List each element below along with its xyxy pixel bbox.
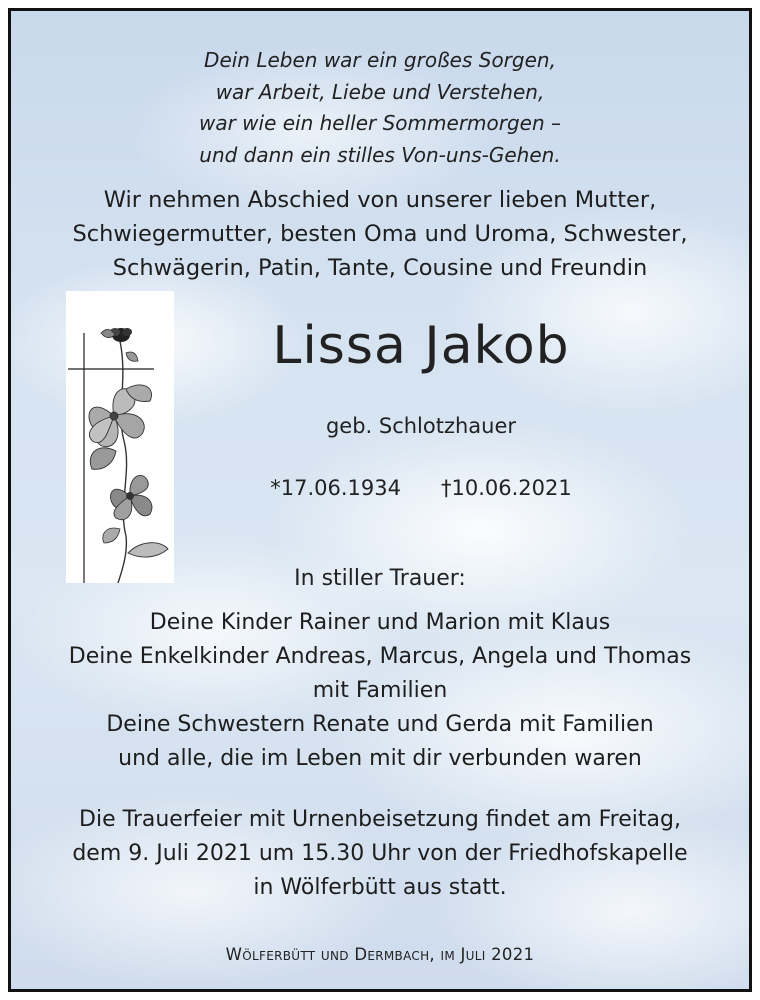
poem bbox=[11, 45, 749, 171]
poem-line: war wie ein heller Sommermorgen – bbox=[198, 111, 562, 135]
farewell-intro bbox=[11, 183, 749, 285]
cross-flower-illustration bbox=[66, 291, 174, 583]
deceased-name: Lissa Jakob bbox=[272, 316, 570, 376]
intro-line: Wir nehmen Abschied von unserer lieben Mutter, bbox=[103, 187, 657, 213]
cross-with-poppy-flowers-icon bbox=[66, 291, 174, 583]
birth-name: geb. Schlotzhauer bbox=[325, 414, 517, 438]
poem-line: und dann ein stilles Von-uns-Gehen. bbox=[199, 142, 561, 167]
birth-date: *17.06.1934 bbox=[270, 476, 401, 500]
poem-line: war Arbeit, Liebe und Verstehen, bbox=[215, 79, 545, 104]
ceremony-line: Die Trauerfeier mit Urnenbeisetzung findet am Freitag, bbox=[79, 807, 681, 832]
ceremony-line: in Wölferbütt aus statt. bbox=[253, 875, 507, 900]
life-dates bbox=[207, 473, 635, 503]
mourner-line: Deine Schwestern Renate und Gerda mit Familien bbox=[106, 712, 654, 737]
mourner-line: mit Familien bbox=[312, 678, 448, 703]
mourning-heading: In stiller Trauer: bbox=[294, 566, 466, 591]
mourner-line: Deine Kinder Rainer und Marion mit Klaus bbox=[149, 610, 611, 635]
intro-line: Schwägerin, Patin, Tante, Cousine und Freundin bbox=[112, 255, 648, 281]
place-and-date-footer: Wölferbütt und Dermbach, im Juli 2021 bbox=[225, 945, 535, 964]
ceremony-line: dem 9. Juli 2021 um 15.30 Uhr von der Friedhofskapelle bbox=[72, 841, 688, 866]
mourners-list bbox=[11, 606, 749, 776]
intro-line: Schwiegermutter, besten Oma und Uroma, Schwester, bbox=[72, 221, 688, 247]
poem-line: Dein Leben war ein großes Sorgen, bbox=[204, 48, 556, 72]
obituary-notice bbox=[8, 8, 752, 992]
mourner-line: und alle, die im Leben mit dir verbunden waren bbox=[118, 746, 642, 771]
death-date: †10.06.2021 bbox=[441, 476, 572, 500]
mourner-line: Deine Enkelkinder Andreas, Marcus, Angela und Thomas bbox=[68, 644, 692, 669]
ceremony-info bbox=[11, 803, 749, 905]
